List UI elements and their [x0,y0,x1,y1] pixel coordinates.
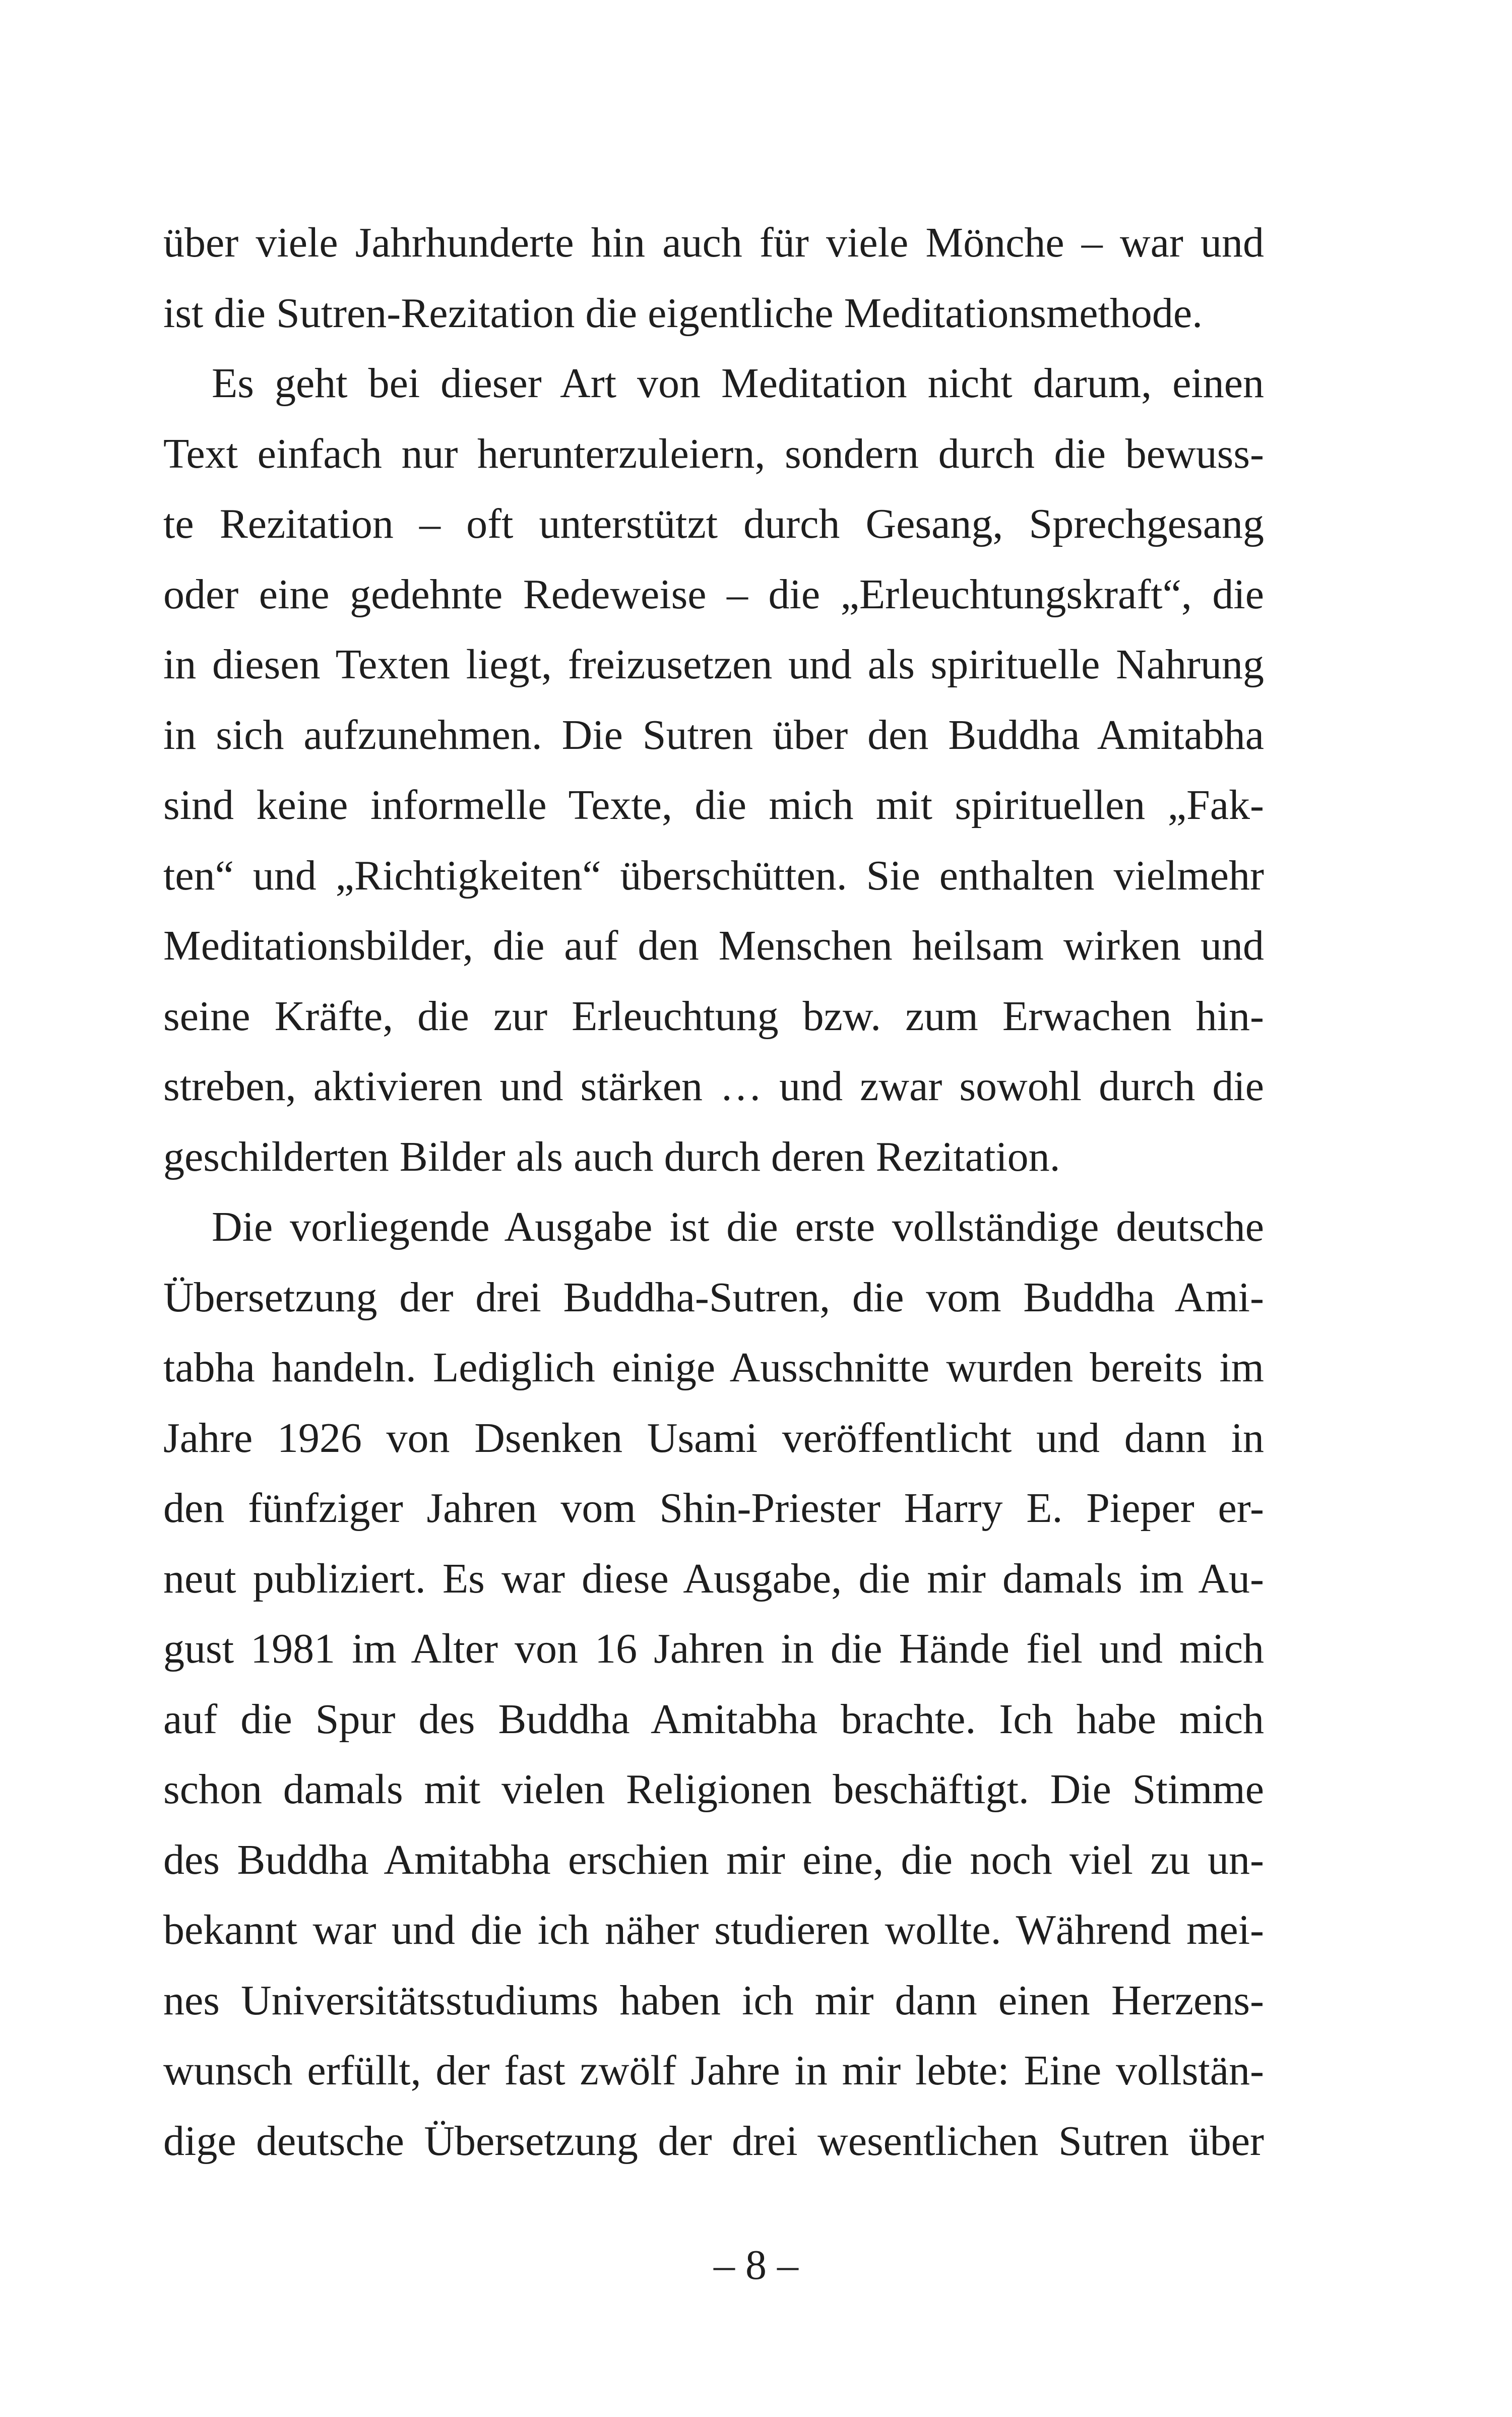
paragraph-3 [163,1192,1264,2176]
text-line: te Rezitation – oft unterstützt durch Gesang, Sprechgesang [163,500,1264,547]
text-line: dige deutsche Übersetzung der drei wesentlichen Sutren über [163,2117,1264,2165]
text-line: über viele Jahrhunderte hin auch für viele Mönche – war und [163,219,1264,266]
page-number: – 8 – [714,2242,798,2288]
text-line: nes Universitätsstudiums haben ich mir dann einen Herzens- [163,1977,1264,2024]
text-line: streben, aktivieren und stärken … und zwar sowohl durch die [163,1063,1264,1110]
paragraph-2 [163,348,1264,1192]
body-text [163,208,1264,2176]
text-line: Übersetzung der drei Buddha-Sutren, die vom Buddha Ami- [163,1274,1264,1321]
text-line: gust 1981 im Alter von 16 Jahren in die Hände fiel und mich [163,1625,1264,1672]
text-line: ten“ und „Richtigkeiten“ überschütten. Sie enthalten vielmehr [163,852,1264,899]
text-line: wunsch erfüllt, der fast zwölf Jahre in mir lebte: Eine vollstän- [163,2047,1264,2094]
text-line: Text einfach nur herunterzuleiern, sondern durch die bewuss- [163,430,1264,477]
text-line: in diesen Texten liegt, freizusetzen und als spirituelle Nahrung [163,641,1264,688]
text-line: seine Kräfte, die zur Erleuchtung bzw. zum Erwachen hin- [163,992,1264,1040]
text-line: sind keine informelle Texte, die mich mit spirituellen „Fak- [163,782,1264,829]
text-line: geschilderten Bilder als auch durch deren Rezitation. [163,1133,1060,1180]
paragraph-1 [163,208,1264,348]
text-line: in sich aufzunehmen. Die Sutren über den Buddha Amitabha [163,711,1264,758]
text-line: Es geht bei dieser Art von Meditation nicht darum, einen [212,360,1264,407]
text-line: den fünfziger Jahren vom Shin-Priester Harry E. Pieper er- [163,1485,1264,1532]
text-line: oder eine gedehnte Redeweise – die „Erleuchtungskraft“, die [163,570,1264,618]
text-line: auf die Spur des Buddha Amitabha brachte. Ich habe mich [163,1695,1264,1743]
text-line: Jahre 1926 von Dsenken Usami veröffentlicht und dann in [163,1414,1264,1461]
text-line: neut publiziert. Es war diese Ausgabe, die mir damals im Au- [163,1555,1264,1602]
text-line: schon damals mit vielen Religionen beschäftigt. Die Stimme [163,1766,1264,1813]
text-line: des Buddha Amitabha erschien mir eine, die noch viel zu un- [163,1836,1264,1883]
text-line: ist die Sutren-Rezitation die eigentliche Meditationsmethode. [163,289,1203,337]
text-line: tabha handeln. Lediglich einige Ausschnitte wurden bereits im [163,1344,1264,1391]
text-line: Meditationsbilder, die auf den Menschen heilsam wirken und [163,922,1264,969]
text-line: bekannt war und die ich näher studieren wollte. Während mei- [163,1906,1264,1953]
text-line: Die vorliegende Ausgabe ist die erste vollständige deutsche [212,1203,1264,1250]
